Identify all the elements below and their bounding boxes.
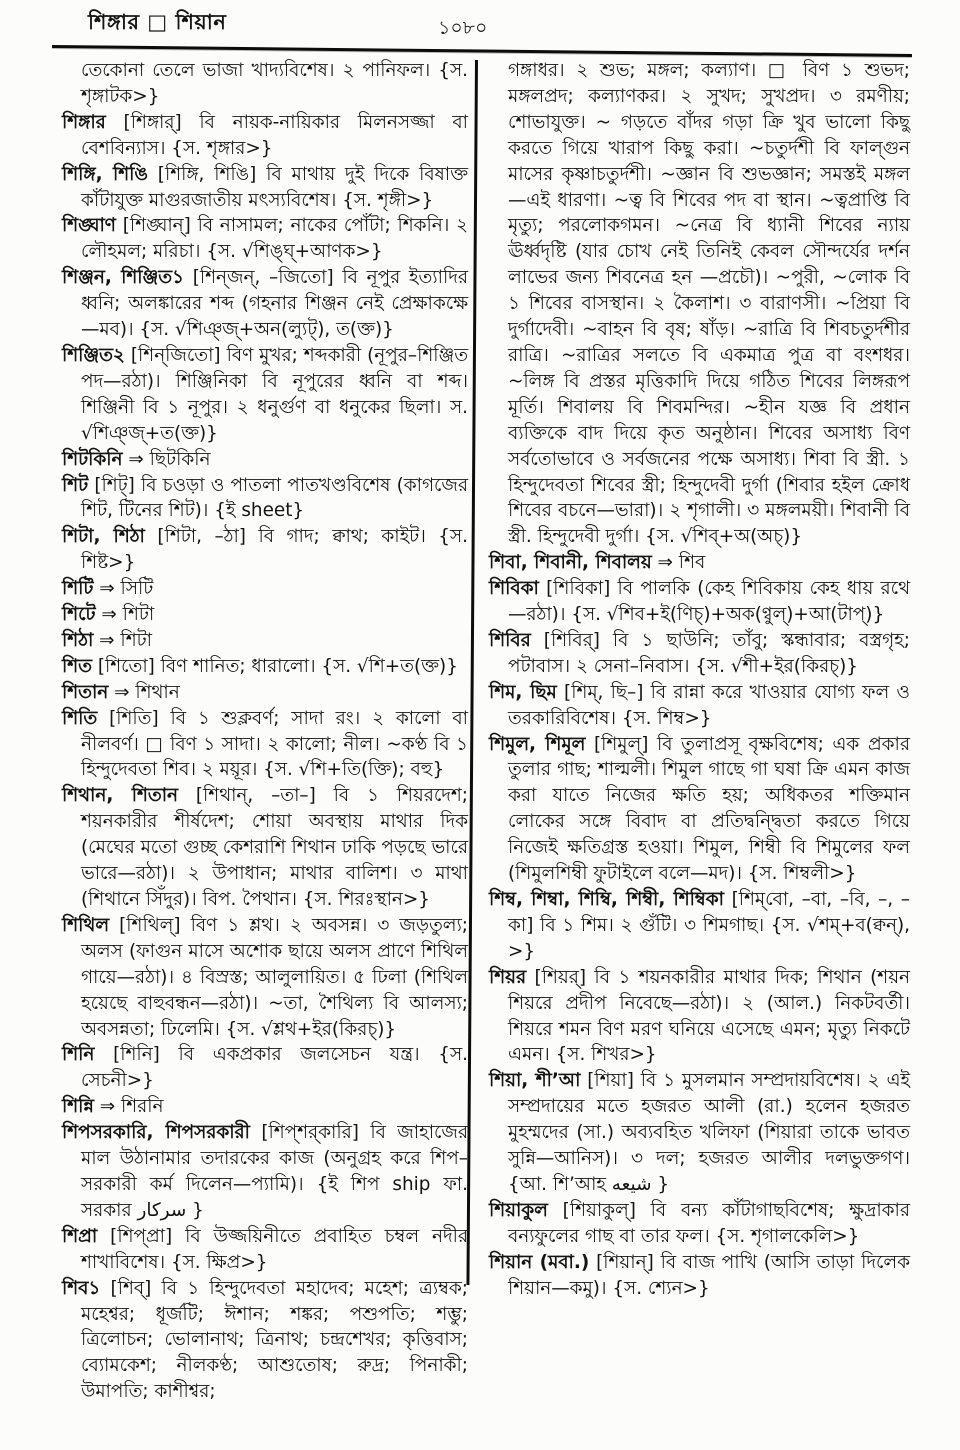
headword: শিটা, শিঠা: [62, 526, 145, 548]
headword: শিমুল, শিমূল: [489, 733, 586, 755]
entry-text: [শিটা, –ঠা] বি গাদ; ক্বাথ; কাইট। {স. শিষ্ট>}: [81, 526, 468, 574]
entry-text: [শিয়র্] বি ১ শয়নকারীর মাথার দিক; শিথান (শয়ন শিয়রে প্রদীপ নিবেছে—রঠা)। ২ (আল.) নিকটবর্তী। শিয়রে শমন বিণ মরণ ঘনিয়ে এসেছে এমন; মৃত্যু নিকটে এমন। {স. শিখর>}: [508, 966, 910, 1066]
entry-text: [শিয়াকুল্] বি বন্য কাঁটাগাছবিশেষ; ক্ষুদ্রাকার বন্যফুলের গাছ বা তার ফল। {স. শৃগালকেলি>}: [508, 1199, 910, 1247]
headword: শিম, ছিম: [489, 681, 557, 703]
headword: শিঙ্গি, শিঙি: [62, 163, 148, 185]
entry-text: [শিথান্, –তা–] বি ১ শিয়রদেশ; শয়নকারীর শীর্ষদেশ; শোয়া অবস্থায় মাথার দিক (মেঘের মতো গুচ্ছ কেশরাশি শিথান ঢাকি পড়ছে ভারে ভারে—রঠা)। ২ উপাধান; মাথার বালিশ। ৩ মাথা (শিথানে সিঁদুর)। বিপ. পৈথান। {স. শিরঃস্থান>}: [81, 785, 468, 910]
entry-text: [শিমুল্] বি তুলাপ্রসূ বৃক্ষবিশেষ; এক প্রকার তুলার গাছ; শাল্মলী। শিমুল গাছে গা ঘষা ক্রি এমন কাজ করা যাতে নিজের ক্ষতি হয়; অধিকতর শক্তিমান লোকের সঙ্গে বিবাদ বা প্রতিদ্বন্দ্বিতা করতে গিয়ে নিজেই ক্ষতিগ্রস্ত হওয়া। শিমুল, শিম্বী বি শিমুলের ফল (শিমুলশিম্বী ফুটাইলে বলে—মদ)। {স. শিম্বলী>}: [508, 733, 910, 885]
dictionary-entry: [489, 576, 910, 628]
header-rule: [52, 45, 912, 57]
headword: শিবিকা: [489, 578, 539, 600]
dictionary-entry: [62, 343, 468, 447]
dictionary-entry: [62, 1042, 468, 1094]
entry-text: [শিপ্‌প্রা] বি উজ্জয়িনীতে প্রবাহিত চম্বল নদীর শাখাবিশেষ। {স. ক্ষিপ্র>}: [81, 1225, 468, 1273]
headword: শিথিল: [62, 914, 110, 936]
dictionary-entry: [489, 732, 910, 887]
cross-reference-entry: [62, 680, 468, 706]
dictionary-entry: [62, 473, 468, 525]
entry-text: [শিতি] বি ১ শুক্লবর্ণ; সাদা রং। ২ কালো বা নীলবর্ণ। □ বিণ ১ সাদা। ২ কালো; নীল। ~কণ্ঠ বি ১ হিন্দুদেবতা শিব। ২ ময়ূর। {স. √শি+তি(ক্তি); বহু}: [81, 707, 468, 781]
entry-text: ⇒ শিরনি: [99, 1096, 164, 1118]
entry-text: [শিঙ্গি, শিঙি] বি মাথায় দুই দিকে বিষাক্ত কাঁটাযুক্ত মাগুরজাতীয় মৎস্যবিশেষ। {স. শৃঙ্গী>}: [81, 163, 468, 211]
headword: শিঙ্ঘাণ: [62, 215, 116, 237]
entry-text: [শিব্] বি ১ হিন্দুদেবতা মহাদেব; মহেশ; ত্র্যম্বক; মহেশ্বর; ধূর্জটি; ঈশান; শঙ্কর; পশুপতি; শম্ভু; ত্রিলোচন; ভোলানাথ; ত্রিনাথ; চন্দ্রশেখর; কৃত্তিবাস; ব্যোমকেশ; নীলকণ্ঠ; আশুতোষ; রুদ্র; পিনাকী; উমাপতি; কাশীশ্বর;: [81, 1277, 468, 1403]
headword: শিপসরকারি, শিপসরকারী: [62, 1122, 250, 1144]
headword: শিত: [62, 655, 92, 677]
dictionary-entry: [62, 1224, 468, 1276]
dictionary-entry: [62, 1120, 468, 1224]
headword: শিটকিনি: [62, 448, 123, 470]
entry-text: [শিবির্] বি ১ ছাউনি; তাঁবু; স্কন্ধাবার; বস্ত্রগৃহ; পটাবাস। ২ সেনা–নিবাস। {স. √শী+ইর(কিরচ্)}: [508, 629, 910, 677]
headword: শিয়র: [489, 966, 527, 988]
entry-text: [শিয়ান্] বি বাজ পাখি (আসি তাড়া দিলেক শিয়ান—কমু)। {স. শ্যেন>}: [508, 1251, 910, 1299]
dictionary-entry: [489, 1198, 910, 1250]
cross-reference-entry: [62, 447, 468, 473]
headword: শিয়াকুল: [489, 1199, 548, 1221]
headword: শিম্ব, শিম্বা, শিম্বি, শিম্বী, শিম্বিকা: [489, 889, 724, 910]
dictionary-entry: [489, 965, 910, 1069]
headword: শিতান: [62, 681, 109, 703]
left-column: [62, 58, 468, 1405]
dictionary-entry: [62, 706, 468, 784]
dictionary-entry: [489, 1250, 910, 1302]
dictionary-entry: [489, 628, 910, 680]
dictionary-entry: [489, 680, 910, 732]
entry-text: ⇒ শিব: [657, 552, 706, 574]
entry-text: [শিম্, ছি–] বি রান্না করে খাওয়ার যোগ্য ফল ও তরকারিবিশেষ। {স. শিম্ব>}: [508, 681, 910, 729]
entry-continuation: [489, 58, 910, 550]
entry-text: [শিম্‌বো, –বা, –বি, –, –কা] বি ১ শিম। ২ গুঁটি। ৩ শিমগাছ। {স. √শম্+ব(ক্বন্), >}: [508, 889, 910, 962]
dictionary-entry: [489, 1068, 910, 1198]
entry-text: [শিন্‌জন্, –জিতো] বি নূপুর ইত্যাদির ধ্বনি; অলঙ্কারের শব্দ (গহনার শিঞ্জন নেই প্রেক্ষাকক্ষে —মব)। {স. √শিঞ্জ্+অন(ল্যুট্), ত(ক্ত)}: [81, 267, 468, 341]
entry-text: [শিনি] বি একপ্রকার জলসেচন যন্ত্র। {স. সেচনী>}: [81, 1044, 468, 1092]
entry-text: [শিপ্‌শর্‌কারি] বি জাহাজের মাল উঠানামার তদারকের কাজ (অনুগ্রহ করে শিপ–সরকারী কর্ম দিলেন—প্যামি)। {ই শিপ ship ফা. সরকার سركار }: [81, 1122, 469, 1221]
entry-text: [শিয়া] বি ১ মুসলমান সম্প্রদায়বিশেষ। ২ এই সম্প্রদায়ের মতে হজরত আলী (রা.) হলেন হজরত মুহম্মদের (সা.) অব্যবহিত খলিফা (শিয়ারা তাকে ভাবত সুন্নি—আনিস)। ৩ দল; হজরত আলীর দলভুক্তগণ। {আ. শি’আহ شيعه }: [508, 1070, 910, 1195]
dictionary-entry: [62, 1276, 468, 1406]
dictionary-entry: [62, 524, 468, 576]
column-divider: [466, 60, 478, 1285]
headword: শিয়া, শী’আ: [489, 1070, 581, 1092]
headword: শিঙ্গার: [62, 111, 106, 133]
cross-reference-entry: [489, 550, 910, 576]
entry-text: ⇒ শিথান: [114, 681, 180, 703]
headword: শিটে: [62, 604, 96, 626]
dictionary-entry: [62, 110, 468, 162]
dictionary-entry: [62, 265, 468, 343]
entry-text: ⇒ শিটা: [101, 604, 155, 626]
cross-reference-entry: [62, 1094, 468, 1120]
headword: শিয়ান (মবা.): [489, 1251, 590, 1273]
headword: শিট: [62, 474, 89, 496]
right-column: [489, 58, 910, 1302]
entry-text: [শিঙ্ঘান্] বি নাসামল; নাকের পোঁটা; শিকনি। ২ লৌহমল; মরিচা। {স. √শিঙ্ঘ্+আণক>}: [81, 215, 468, 263]
dictionary-entry: [62, 783, 468, 913]
dictionary-entry: [62, 162, 468, 214]
headword: শিবির: [489, 629, 531, 651]
cross-reference-entry: [62, 576, 468, 602]
entry-text: ⇒ সিটি: [99, 578, 154, 600]
entry-continuation: [62, 58, 468, 110]
entry-text: [শিট্] বি চওড়া ও পাতলা পাতখণ্ডবিশেষ (কাগজের শিট, টিনের শিট)। {ই sheet}: [81, 474, 468, 522]
page-number: ১০৮০: [438, 17, 488, 39]
headword: শিটি: [62, 578, 94, 600]
dictionary-entry: [489, 887, 910, 965]
entry-text: ⇒ শিটা: [99, 629, 152, 651]
dictionary-entry: [62, 654, 468, 680]
dictionary-entry: [62, 913, 468, 1043]
entry-text: ⇒ ছিটকিনি: [128, 448, 211, 470]
entry-text: গঙ্গাধর। ২ শুভ; মঙ্গল; কল্যাণ। □ বিণ ১ শুভদ; মঙ্গলপ্রদ; কল্যাণকর। ২ সুখদ; সুখপ্রদ। ৩ রমণীয়; শোভাযুক্ত। ~ গড়তে বাঁদর গড়া ক্রি খুব ভালো কিছু করতে গিয়ে খারাপ কিছু করা। ~চতুর্দশী বি ফাল্গুন মাসের কৃষ্ণাচতুর্দশী। ~জ্ঞান বি শুভজ্ঞান; সমস্তই মঙ্গল—এই ধারণা। ~ত্ব বি শিবের পদ বা স্থান। ~ত্বপ্রাপ্তি বি মৃত্যু; পরলোকগমন। ~নেত্র বি ধ্যানী শিবের ন্যায় ঊর্ধ্বদৃষ্টি (যার চোখ নেই তিনিই কেবল সৌন্দর্যের দর্শন লাভের জন্য শিবনেত্র হন —প্রচৌ)। ~পুরী, ~লোক বি ১ শিবের বাসস্থান। ২ কৈলাশ। ৩ বারাণসী। ~প্রিয়া বি দুর্গাদেবী। ~বাহন বি বৃষ; ষাঁড়। ~রাত্রি বি শিবচতুর্দশীর রাত্রি। ~রাত্রির সলতে বি একমাত্র পুত্র বা বংশধর। ~লিঙ্গ বি প্রস্তর মৃত্তিকাদি দিয়ে গঠিত শিবের লিঙ্গরূপ মূর্তি। শিবালয় বি শিবমন্দির। ~হীন যজ্ঞ বি প্রধান ব্যক্তিকে বাদ দিয়ে কৃত অনুষ্ঠান। শিবের অসাধ্য বিণ সর্বতোভাবে ও সর্বজনের পক্ষে অসাধ্য। শিবা বি স্ত্রী. ১ হিন্দুদেবতা শিবের স্ত্রী; হিন্দুদেবী দুর্গা (শিবার হইল ক্রোধ শিবের বচনে—ভারা)। ২ শৃগালী। ৩ মঙ্গলময়ী। শিবানী বি স্ত্রী. হিন্দুদেবী দুর্গা। {স. √শিব্+অ(অচ্)}: [508, 60, 910, 548]
dictionary-entry: [62, 213, 468, 265]
entry-text: [শিতো] বিণ শানিত; ধারালো। {স. √শি+ত(ক্ত)}: [97, 655, 458, 677]
entry-text: [শিন্‌জিতো] বিণ মুখর; শব্দকারী (নূপুর–শিঞ্জিত পদ—রঠা)। শিঞ্জিনিকা বি নূপুরের ধ্বনি বা শব্দ। শিঞ্জিনী বি ১ নূপুর। ২ ধনুর্গুণ বা ধনুকের ছিলা। স. √শিঞ্জ্+ত(ক্ত)}: [81, 344, 468, 444]
guide-words: শিঙ্গার □ শিয়ান: [88, 10, 227, 34]
headword: শিনি: [62, 1044, 95, 1066]
cross-reference-entry: [62, 628, 468, 654]
headword: শিঞ্জন, শিঞ্জিত১: [62, 267, 184, 289]
headword: শিপ্রা: [62, 1225, 98, 1247]
headword: শিঠা: [62, 629, 94, 651]
headword: শিঞ্জিত২: [62, 344, 125, 366]
headword: শিন্নি: [62, 1096, 94, 1118]
entry-text: [শিঙ্গার্] বি নায়ক-নায়িকার মিলনসজ্জা বা বেশবিন্যাস। {স. শৃঙ্গার>}: [81, 111, 468, 159]
headword: শিথান, শিতান: [62, 785, 179, 807]
entry-text: [শিথিল্] বিণ ১ শ্লথ। ২ অবসন্ন। ৩ জড়তুল্য; অলস (ফাগুন মাসে অশোক ছায়ে অলস প্রাণে শিথিল গায়ে—রঠা)। ৪ বিস্রস্ত; আলুলায়িত। ৫ ঢিলা (শিথিল হয়েছে বাহুবন্ধন—রঠা)। ~তা, শৈথিল্য বি আলস্য; অবসন্নতা; ঢিলেমি। {স. √শ্লথ+ইর(কিরচ্)}: [81, 914, 468, 1040]
cross-reference-entry: [62, 602, 468, 628]
headword: শিবা, শিবানী, শিবালয়: [489, 552, 652, 574]
headword: শিব১: [62, 1277, 101, 1299]
headword: শিতি: [62, 707, 98, 729]
entry-text: [শিবিকা] বি পালকি (কেহ শিবিকায় কেহ ধায় রথে—রঠা)। {স. √শিব+ই(ণিচ্)+অক(ণ্বুল্)+আ(টাপ্)}: [508, 578, 910, 626]
entry-text: তেকোনা তেলে ভাজা খাদ্যবিশেষ। ২ পানিফল। {স. শৃঙ্গাটক>}: [81, 60, 468, 107]
